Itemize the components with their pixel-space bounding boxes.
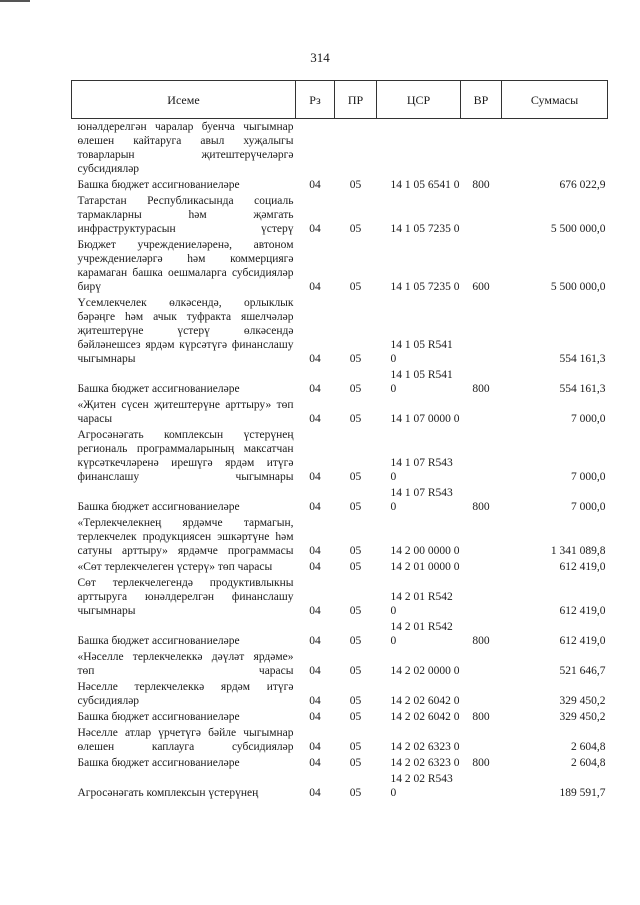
row-pr-cell: 05 <box>349 471 362 483</box>
row-name-cell: Татарстан Республикасында социаль тармакларны һәм җәмгать инфраструктурасын үстерү <box>77 195 294 235</box>
row-pr-cell: 05 <box>349 635 362 647</box>
row-name-cell: «Нәселле терлекчелеккә дәүләт ярдәме» төп чарасы <box>77 651 294 677</box>
row-csr-cell: 14 1 05 7235 0 <box>390 223 460 235</box>
table-row <box>72 755 608 771</box>
row-pr-cell: 05 <box>349 741 362 753</box>
table-row <box>72 575 608 619</box>
row-vr-cell <box>461 649 502 679</box>
row-rz-cell: 04 <box>309 757 321 769</box>
row-name-cell: Башка бюджет ассигнованиеләре <box>77 757 240 769</box>
table-row <box>72 397 608 427</box>
row-csr-cell: 14 1 07 R543 0 <box>390 487 453 513</box>
table-row <box>72 367 608 397</box>
row-name-cell: Нәселле атлар үрчетүгә бәйле чыгымнар өлешен каплауга субсидияләр <box>77 727 294 753</box>
row-sum-cell: 554 161,3 <box>559 353 606 365</box>
row-vr-cell: 800 <box>472 757 490 769</box>
row-rz-cell: 04 <box>309 471 321 483</box>
row-vr-cell: 800 <box>472 635 490 647</box>
row-pr-cell: 05 <box>349 281 362 293</box>
row-vr-cell <box>461 515 502 559</box>
row-csr-cell: 14 2 01 R542 0 <box>390 591 453 617</box>
row-csr-cell: 14 2 02 6323 0 <box>390 757 460 769</box>
budget-table <box>71 80 608 801</box>
row-vr-cell <box>461 559 502 575</box>
row-name-cell: Нәселле терлекчелеккә ярдәм итүгә субсидияләр <box>77 681 294 707</box>
table-row <box>72 771 608 801</box>
row-pr-cell: 05 <box>349 501 362 513</box>
row-sum-cell: 612 419,0 <box>559 605 606 617</box>
header-rz: Рз <box>296 81 335 119</box>
row-pr-cell: 05 <box>349 665 362 677</box>
row-sum-cell: 612 419,0 <box>559 561 606 573</box>
row-sum-cell <box>502 119 608 178</box>
row-rz-cell: 04 <box>309 501 321 513</box>
row-pr-cell: 05 <box>349 383 362 395</box>
row-rz-cell <box>296 119 335 178</box>
row-csr-cell: 14 2 00 0000 0 <box>390 545 460 557</box>
row-sum-cell: 554 161,3 <box>559 383 606 395</box>
row-name-cell: «Җитен сүсен җитештерүне арттыру» төп чарасы <box>77 399 294 425</box>
scan-corner-mark <box>0 0 30 2</box>
row-name-cell: Үсемлекчелек өлкәсендә, орлыклык бәрәңге һәм ачык туфракта яшелчәләр җитештерүне үстерү өлкәсендә бәйләнешсез ярдәм күрсәтүгә финанслашу чыгымнары <box>77 297 294 365</box>
row-rz-cell: 04 <box>309 605 321 617</box>
header-name: Исеме <box>72 81 296 119</box>
row-name-cell: Агросәнәгать комплексын үстерүнең региональ программаларының максатчан күрсәткечләренә ирешүгә ярдәм итүгә финанслашу чыгымнары <box>77 429 294 483</box>
row-vr-cell: 800 <box>472 383 490 395</box>
row-pr-cell: 05 <box>349 179 362 191</box>
row-vr-cell <box>461 575 502 619</box>
row-csr-cell: 14 1 07 R543 0 <box>390 457 453 483</box>
row-name-cell: Сөт терлекчелегендә продуктивлыкны арттыруга юнәлдерелгән финанслашу чыгымнары <box>77 577 294 617</box>
row-vr-cell: 800 <box>472 711 490 723</box>
row-vr-cell <box>461 725 502 755</box>
row-csr-cell: 14 1 05 6541 0 <box>390 179 460 191</box>
row-name-cell: Башка бюджет ассигнованиеләре <box>77 383 240 395</box>
page-number: 314 <box>310 50 330 65</box>
row-csr-cell <box>377 119 461 178</box>
row-rz-cell: 04 <box>309 353 321 365</box>
header-csr: ЦСР <box>377 81 461 119</box>
row-pr-cell: 05 <box>349 413 362 425</box>
table-row <box>72 619 608 649</box>
row-pr-cell: 05 <box>349 757 362 769</box>
row-pr-cell: 05 <box>349 695 362 707</box>
row-vr-cell <box>461 427 502 485</box>
table-row <box>72 485 608 515</box>
row-csr-cell: 14 2 02 6323 0 <box>390 741 460 753</box>
row-csr-cell: 14 2 02 6042 0 <box>390 695 460 707</box>
row-name-cell: Агросәнәгать комплексын үстерүнең <box>77 787 259 799</box>
row-pr-cell: 05 <box>349 711 362 723</box>
row-rz-cell: 04 <box>309 179 321 191</box>
row-rz-cell: 04 <box>309 711 321 723</box>
row-pr-cell: 05 <box>349 353 362 365</box>
row-sum-cell: 329 450,2 <box>559 695 606 707</box>
row-csr-cell: 14 2 02 6042 0 <box>390 711 460 723</box>
row-pr-cell: 05 <box>349 561 362 573</box>
row-name-cell: Башка бюджет ассигнованиеләре <box>77 501 240 513</box>
row-sum-cell: 2 604,8 <box>571 757 606 769</box>
row-sum-cell: 1 341 089,8 <box>550 545 606 557</box>
table-row <box>72 725 608 755</box>
row-name-cell: Башка бюджет ассигнованиеләре <box>77 179 240 191</box>
row-name-cell: Башка бюджет ассигнованиеләре <box>77 635 240 647</box>
row-vr-cell <box>461 771 502 801</box>
table-row <box>72 559 608 575</box>
row-rz-cell: 04 <box>309 383 321 395</box>
row-name-cell: Бюджет учреждениеләренә, автоном учреждениеләргә һәм коммерциягә карамаган башка оешмаларга субсидияләр бирү <box>77 239 294 293</box>
row-csr-cell: 14 1 07 0000 0 <box>390 413 460 425</box>
row-sum-cell: 189 591,7 <box>559 787 606 799</box>
row-csr-cell: 14 1 05 7235 0 <box>390 281 460 293</box>
table-row <box>72 515 608 559</box>
row-sum-cell: 7 000,0 <box>571 413 606 425</box>
row-sum-cell: 7 000,0 <box>571 471 606 483</box>
row-csr-cell: 14 1 05 R541 0 <box>390 339 453 365</box>
row-rz-cell: 04 <box>309 665 321 677</box>
table-row <box>72 649 608 679</box>
row-vr-cell <box>461 119 502 178</box>
row-rz-cell: 04 <box>309 741 321 753</box>
row-csr-cell: 14 2 01 R542 0 <box>390 621 453 647</box>
row-name-cell: Башка бюджет ассигнованиеләре <box>77 711 240 723</box>
row-vr-cell <box>461 295 502 367</box>
row-csr-cell: 14 2 02 0000 0 <box>390 665 460 677</box>
row-rz-cell: 04 <box>309 413 321 425</box>
row-pr-cell <box>335 119 377 178</box>
table-body <box>72 119 608 802</box>
table-row <box>72 177 608 193</box>
row-name-cell: «Сөт терлекчелеген үстерү» төп чарасы <box>77 561 273 573</box>
row-sum-cell: 676 022,9 <box>559 179 606 191</box>
row-rz-cell: 04 <box>309 223 321 235</box>
row-sum-cell: 2 604,8 <box>571 741 606 753</box>
row-vr-cell <box>461 679 502 709</box>
row-pr-cell: 05 <box>349 545 362 557</box>
row-vr-cell <box>461 193 502 237</box>
row-sum-cell: 521 646,7 <box>559 665 606 677</box>
table-row <box>72 237 608 295</box>
table-row <box>72 709 608 725</box>
row-name-cell: юнәлдерелгән чаралар буенча чыгымнар өлешен кайтаруга авыл хуҗалыгы товарларын җитештерүчеләргә субсидияләр <box>77 121 294 175</box>
row-rz-cell: 04 <box>309 635 321 647</box>
row-vr-cell: 800 <box>472 501 490 513</box>
table-row <box>72 427 608 485</box>
row-rz-cell: 04 <box>309 787 321 799</box>
row-rz-cell: 04 <box>309 545 321 557</box>
header-pr: ПР <box>335 81 377 119</box>
row-vr-cell: 600 <box>472 281 490 293</box>
row-csr-cell: 14 1 05 R541 0 <box>390 369 453 395</box>
row-csr-cell: 14 2 02 R543 0 <box>390 773 453 799</box>
row-sum-cell: 329 450,2 <box>559 711 606 723</box>
table-row <box>72 679 608 709</box>
table-row <box>72 295 608 367</box>
table-row <box>72 119 608 178</box>
row-pr-cell: 05 <box>349 787 362 799</box>
row-rz-cell: 04 <box>309 561 321 573</box>
row-rz-cell: 04 <box>309 281 321 293</box>
row-name-cell: «Терлекчелекнең ярдәмче тармагын, терлекчелек продукциясен эшкәртүне һәм сатуны арттыру» ярдәмче программасы <box>77 517 294 557</box>
row-vr-cell <box>461 397 502 427</box>
row-csr-cell: 14 2 01 0000 0 <box>390 561 460 573</box>
table-header-row <box>72 81 608 119</box>
row-sum-cell: 5 500 000,0 <box>550 281 606 293</box>
header-sum: Суммасы <box>502 81 608 119</box>
row-pr-cell: 05 <box>349 223 362 235</box>
header-vr: ВР <box>461 81 502 119</box>
row-sum-cell: 5 500 000,0 <box>550 223 606 235</box>
row-pr-cell: 05 <box>349 605 362 617</box>
row-vr-cell: 800 <box>472 179 490 191</box>
row-sum-cell: 612 419,0 <box>559 635 606 647</box>
row-rz-cell: 04 <box>309 695 321 707</box>
table-row <box>72 193 608 237</box>
row-sum-cell: 7 000,0 <box>571 501 606 513</box>
